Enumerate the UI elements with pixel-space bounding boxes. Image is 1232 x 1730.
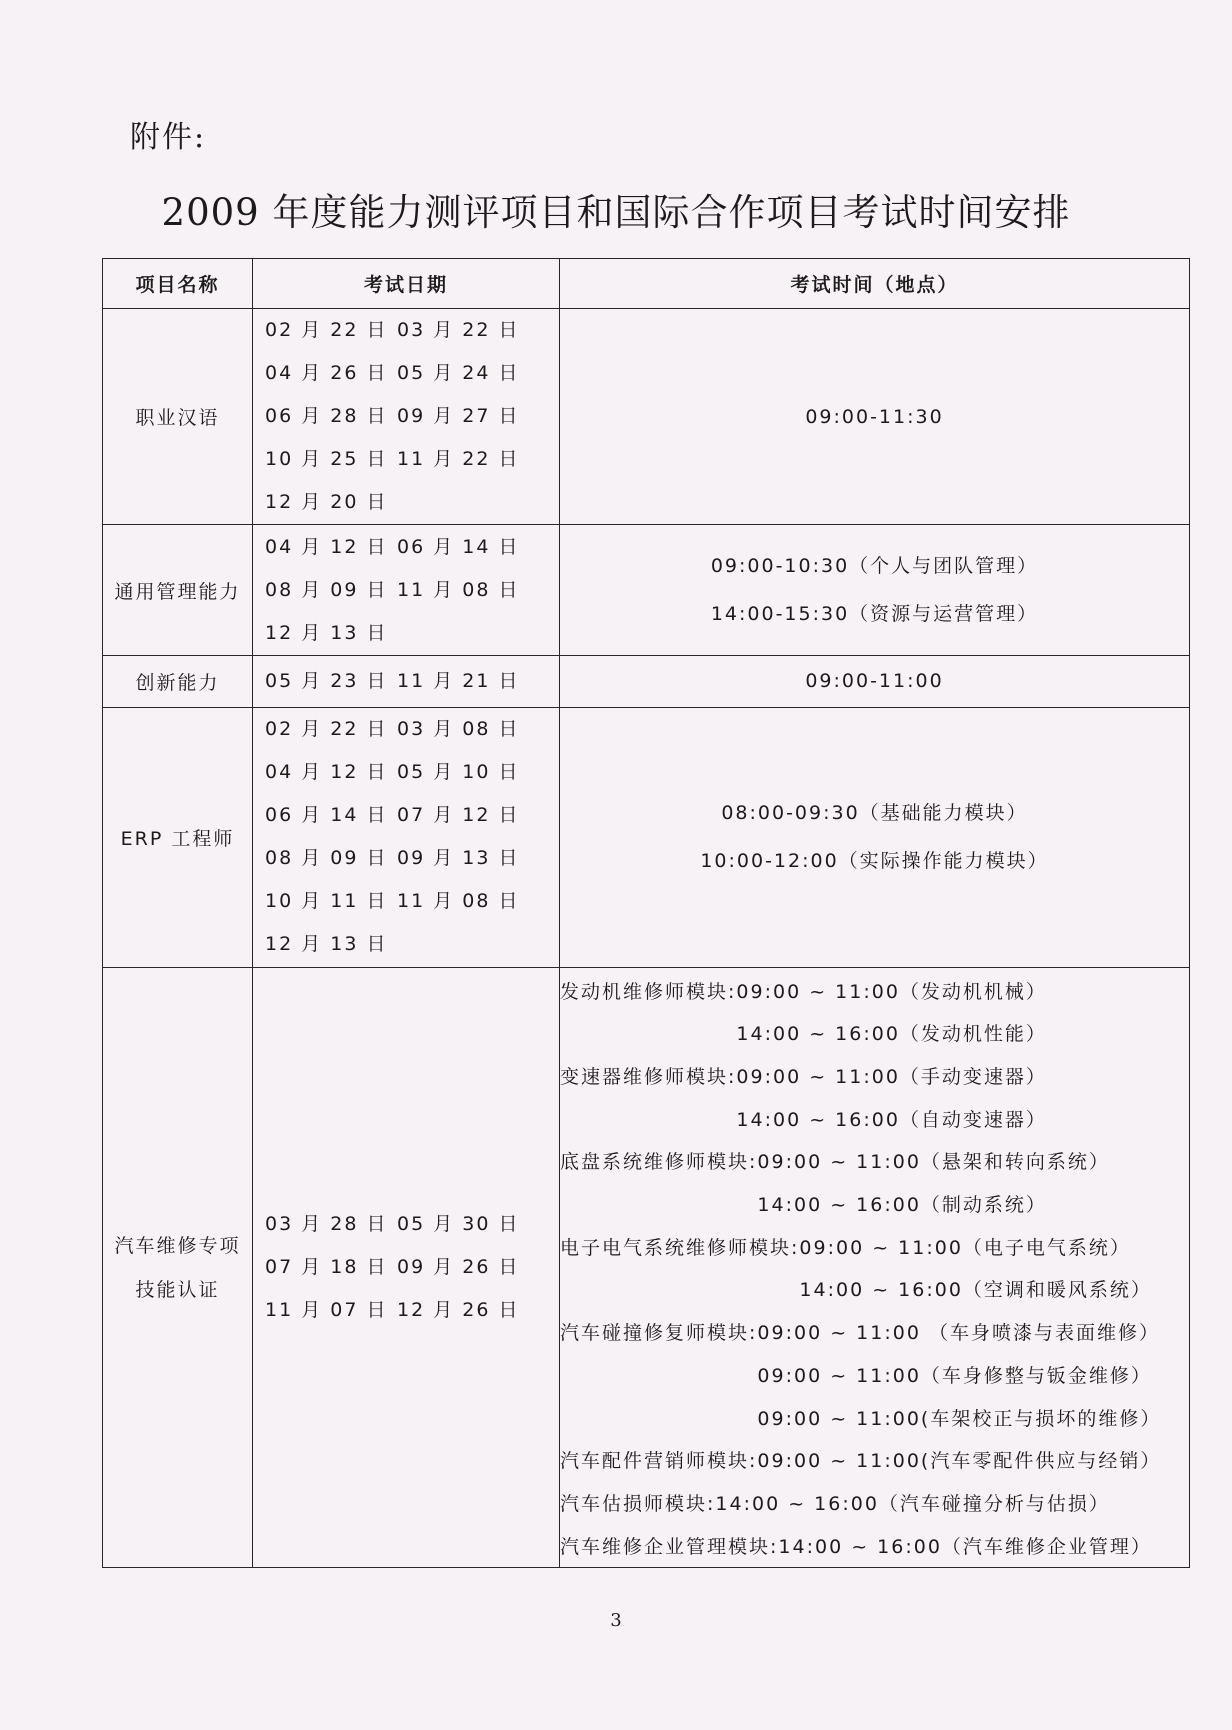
exam-date: 08 月 09 日	[265, 847, 388, 870]
module-line	[560, 1310, 1189, 1353]
module-time: 09:00 ~ 11:00(汽车零配件供应与经销）	[757, 1450, 1162, 1473]
table-row	[103, 707, 1190, 968]
module-label: 汽车配件营销师模块:	[560, 1450, 758, 1473]
exam-time: 09:00-10:30（个人与团队管理）	[710, 555, 1039, 577]
exam-date: 02 月 22 日	[265, 319, 388, 342]
exam-times	[560, 968, 1190, 1568]
exam-date: 05 月 24 日	[397, 362, 520, 385]
table-row	[103, 525, 1190, 655]
header-time: 考试时间（地点）	[560, 259, 1190, 309]
module-line	[560, 1438, 1189, 1481]
exam-date: 03 月 08 日	[397, 718, 520, 741]
schedule-table	[102, 258, 1190, 1568]
module-line	[560, 1481, 1189, 1524]
exam-date: 11 月 21 日	[397, 669, 520, 692]
exam-time: 14:00-15:30（资源与运营管理）	[710, 603, 1039, 625]
exam-date: 12 月 26 日	[397, 1299, 520, 1322]
project-name: 通用管理能力	[103, 525, 253, 655]
exam-date: 05 月 23 日	[265, 669, 388, 692]
exam-dates	[253, 707, 560, 968]
exam-date: 11 月 22 日	[397, 448, 520, 471]
module-label: 变速器维修师模块:	[560, 1066, 737, 1089]
module-line	[560, 1097, 1189, 1140]
exam-time: 10:00-12:00（实际操作能力模块）	[700, 850, 1049, 873]
exam-date: 03 月 28 日	[265, 1213, 388, 1236]
exam-date: 05 月 30 日	[397, 1213, 520, 1236]
module-time: 14:00 ~ 16:00（自动变速器）	[736, 1108, 1047, 1131]
exam-times	[560, 655, 1190, 707]
exam-time: 09:00-11:30	[805, 405, 944, 428]
module-time: 14:00 ~ 16:00（汽车维修企业管理）	[778, 1535, 1152, 1558]
exam-date: 12 月 20 日	[265, 491, 388, 514]
exam-dates	[253, 525, 560, 655]
project-name: ERP 工程师	[103, 707, 253, 968]
header-project: 项目名称	[103, 259, 253, 309]
project-name: 创新能力	[103, 655, 253, 707]
module-time: 09:00 ~ 11:00（车身修整与钣金维修）	[757, 1364, 1152, 1387]
exam-date: 12 月 13 日	[265, 621, 388, 644]
exam-date: 03 月 22 日	[397, 319, 520, 342]
exam-date: 12 月 13 日	[265, 933, 388, 956]
project-name-line: 技能认证	[135, 1278, 220, 1301]
exam-date: 06 月 28 日	[265, 405, 388, 428]
exam-date: 09 月 26 日	[397, 1256, 520, 1279]
page-number: 3	[610, 1610, 622, 1631]
module-time: 09:00 ~ 11:00 （车身喷漆与表面维修）	[757, 1322, 1160, 1345]
exam-dates	[253, 655, 560, 707]
module-time: 14:00 ~ 16:00（空调和暖风系统）	[799, 1279, 1152, 1302]
exam-time: 09:00-11:00	[805, 670, 944, 693]
exam-times	[560, 525, 1190, 655]
exam-date: 11 月 08 日	[397, 578, 520, 601]
module-label: 底盘系统维修师模块:	[560, 1151, 758, 1174]
module-line	[560, 1524, 1189, 1567]
module-time: 14:00 ~ 16:00（制动系统）	[757, 1194, 1047, 1217]
exam-date: 04 月 12 日	[265, 535, 388, 558]
module-time: 09:00 ~ 11:00（悬架和转向系统）	[757, 1151, 1110, 1174]
exam-date: 04 月 26 日	[265, 362, 388, 385]
exam-date: 07 月 18 日	[265, 1256, 388, 1279]
exam-date: 06 月 14 日	[265, 804, 388, 827]
exam-date: 08 月 09 日	[265, 578, 388, 601]
module-label: 发动机维修师模块:	[560, 980, 737, 1003]
module-label: 电子电气系统维修师模块:	[560, 1236, 800, 1259]
exam-date: 05 月 10 日	[397, 761, 520, 784]
table-row-auto	[103, 968, 1190, 1568]
module-line	[560, 1140, 1189, 1183]
exam-time: 08:00-09:30（基础能力模块）	[721, 802, 1028, 825]
module-line	[560, 1011, 1189, 1054]
module-time: 09:00 ~ 11:00(车架校正与损坏的维修）	[757, 1407, 1162, 1430]
module-time: 14:00 ~ 16:00（发动机性能）	[736, 1023, 1047, 1046]
module-time: 14:00 ~ 16:00（汽车碰撞分析与估损）	[715, 1492, 1110, 1515]
module-line	[560, 1054, 1189, 1097]
exam-times	[560, 309, 1190, 525]
exam-date: 10 月 25 日	[265, 448, 388, 471]
exam-dates	[253, 309, 560, 525]
attachment-label: 附件:	[130, 120, 207, 155]
module-time: 09:00 ~ 11:00（电子电气系统）	[799, 1236, 1131, 1259]
exam-date: 10 月 11 日	[265, 890, 388, 913]
module-line	[560, 1225, 1189, 1268]
exam-date: 09 月 27 日	[397, 405, 520, 428]
module-time: 09:00 ~ 11:00（手动变速器）	[736, 1066, 1047, 1089]
exam-date: 06 月 14 日	[397, 535, 520, 558]
project-name	[103, 968, 253, 1568]
exam-date: 07 月 12 日	[397, 804, 520, 827]
exam-date: 02 月 22 日	[265, 718, 388, 741]
module-label: 汽车碰撞修复师模块:	[560, 1322, 758, 1345]
module-line	[560, 1353, 1189, 1396]
page-title: 2009 年度能力测评项目和国际合作项目考试时间安排	[161, 191, 1071, 234]
module-line	[560, 1396, 1189, 1439]
module-line	[560, 969, 1189, 1012]
exam-date: 04 月 12 日	[265, 761, 388, 784]
exam-dates	[253, 968, 560, 1568]
table-row	[103, 655, 1190, 707]
module-time: 09:00 ~ 11:00（发动机机械）	[736, 980, 1047, 1003]
table-header-row	[103, 259, 1190, 309]
module-label: 汽车维修企业管理模块:	[560, 1535, 779, 1558]
module-label: 汽车估损师模块:	[560, 1492, 716, 1515]
project-name-line: 汽车维修专项	[114, 1234, 241, 1257]
exam-date: 11 月 08 日	[397, 890, 520, 913]
module-line	[560, 1268, 1189, 1311]
module-line	[560, 1182, 1189, 1225]
table-row	[103, 309, 1190, 525]
exam-date: 09 月 13 日	[397, 847, 520, 870]
exam-times	[560, 707, 1190, 968]
project-name: 职业汉语	[103, 309, 253, 525]
header-date: 考试日期	[253, 259, 560, 309]
exam-date: 11 月 07 日	[265, 1299, 388, 1322]
